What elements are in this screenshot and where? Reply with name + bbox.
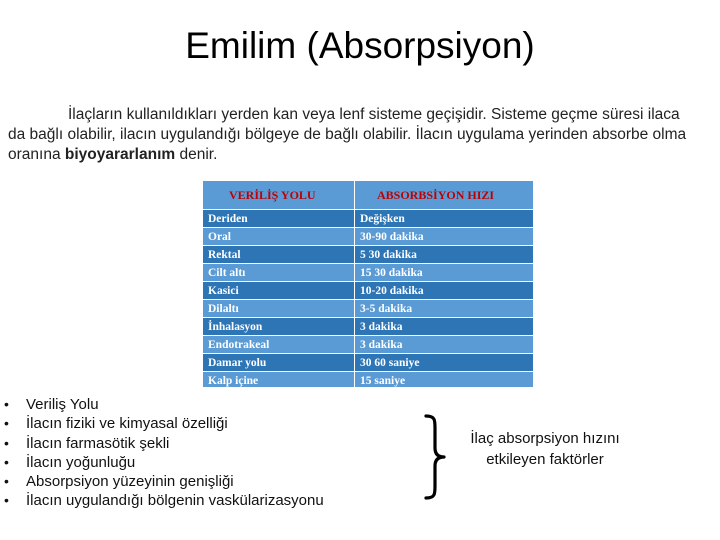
factor-list [4, 395, 324, 511]
factors-summary-line1: İlaç absorpsiyon hızını [470, 430, 620, 447]
bullet-icon: • [4, 415, 9, 432]
route-cell: Kalp içine [203, 372, 355, 388]
list-item-label: Veriliş Yolu [26, 396, 99, 413]
route-cell: İnhalasyon [203, 318, 355, 336]
table-row [203, 372, 534, 388]
rate-cell: 30 60 saniye [355, 354, 534, 372]
list-item-label: İlacın yoğunluğu [26, 453, 136, 471]
table-row [203, 282, 534, 300]
table-row [203, 264, 534, 282]
page-title: Emilim (Absorpsiyon) [185, 25, 535, 66]
factors-summary [460, 428, 630, 470]
list-item-label: Absorpsiyon yüzeyinin genişliği [26, 473, 234, 491]
header-rate: ABSORBSİYON HIZI [355, 181, 534, 210]
list-item-label: İlacın uygulandığı bölgenin vaskülarizasyonu [26, 492, 324, 510]
bullet-icon: • [4, 396, 9, 412]
rate-cell: 15 30 dakika [355, 264, 534, 282]
rate-cell: 3-5 dakika [355, 300, 534, 318]
route-cell: Cilt altı [203, 264, 355, 282]
intro-bold-term: biyoyararlanım [64, 146, 176, 163]
bullet-icon: • [4, 473, 9, 490]
route-cell: Rektal [203, 246, 355, 264]
rate-cell: 3 dakika [355, 318, 534, 336]
rate-cell: 5 30 dakika [355, 246, 534, 264]
route-cell: Endotrakeal [203, 336, 355, 354]
table-row [203, 336, 534, 354]
route-cell: Damar yolu [203, 354, 355, 372]
table-row [203, 318, 534, 336]
list-item [4, 453, 324, 472]
list-item-label: İlacın fiziki ve kimyasal özelliği [26, 415, 228, 433]
intro-paragraph [8, 105, 688, 165]
table-row [203, 210, 534, 228]
right-brace-icon [420, 414, 450, 500]
bullet-icon: • [4, 453, 9, 470]
header-route: VERİLİŞ YOLU [203, 181, 355, 210]
table-row [203, 246, 534, 264]
absorption-table-image [202, 180, 533, 387]
list-item [4, 472, 324, 491]
route-cell: Deriden [203, 210, 355, 228]
route-cell: Oral [203, 228, 355, 246]
route-cell: Kasici [203, 282, 355, 300]
bullet-icon: • [4, 492, 9, 509]
table-row [203, 300, 534, 318]
list-item [4, 414, 324, 433]
list-item [4, 491, 324, 510]
list-item [4, 434, 324, 453]
list-item-label: İlacın farmasötik şekli [26, 434, 170, 452]
rate-cell: 10-20 dakika [355, 282, 534, 300]
table-header-row [203, 181, 534, 210]
rate-cell: 30-90 dakika [355, 228, 534, 246]
rate-cell: 15 saniye [355, 372, 534, 388]
list-item [4, 395, 324, 414]
factors-summary-line2: etkileyen faktörler [486, 451, 604, 468]
intro-text-start: İlaçların kullanıldıkları yerden kan veya lenf sisteme geçişidir. Sisteme geçme süresi ilaca da bağlı olabilir, ilacın uygulandığı bölgeye de bağlı olabilir. İlacın uygulama yerinden absorbe olma oranına [8, 106, 687, 163]
rate-cell: Değişken [355, 210, 534, 228]
route-cell: Dilaltı [203, 300, 355, 318]
intro-text-end: denir. [175, 146, 218, 163]
table-row [203, 354, 534, 372]
bullet-icon: • [4, 434, 9, 451]
rate-cell: 3 dakika [355, 336, 534, 354]
absorption-rate-table [202, 180, 533, 387]
table-row [203, 228, 534, 246]
